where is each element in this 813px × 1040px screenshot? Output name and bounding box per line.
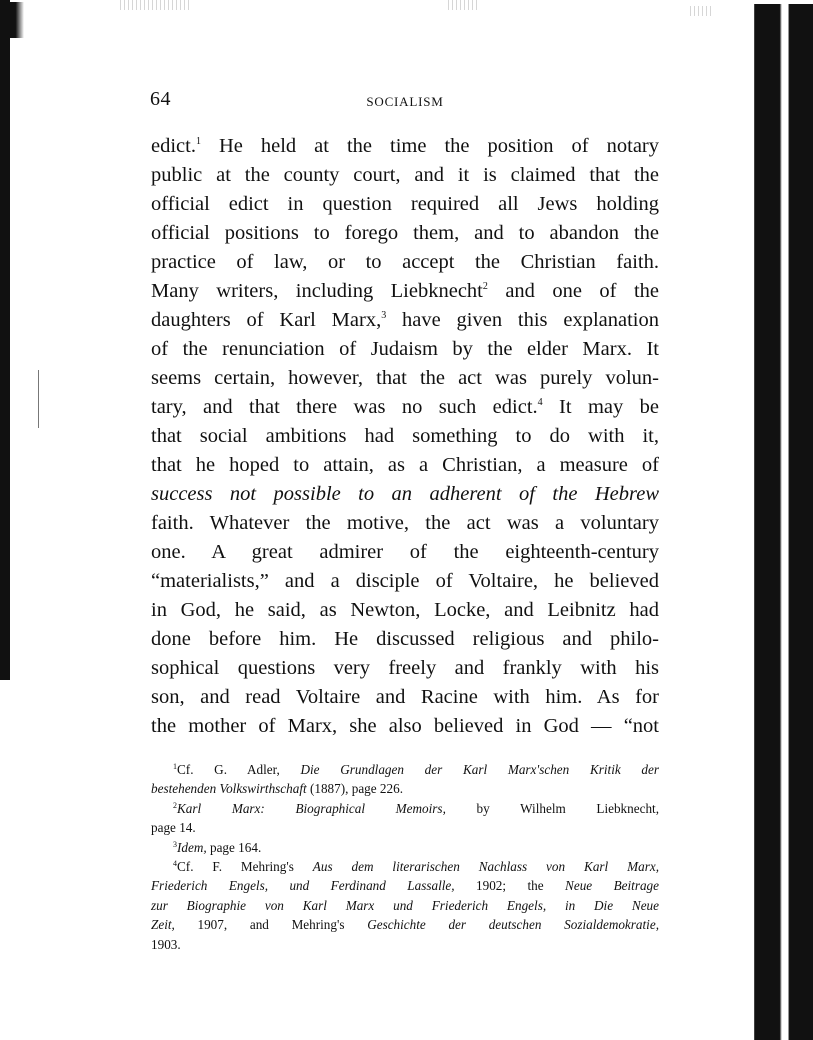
text-line: practice of law, or to accept the Christian faith. [151, 251, 659, 273]
body-paragraph [151, 132, 659, 741]
text-line: faith. Whatever the motive, the act was a voluntary [151, 512, 659, 534]
page-number: 64 [150, 88, 171, 110]
scan-edge-right [739, 4, 813, 1040]
text-line: official positions to forego them, and to abandon the [151, 222, 659, 244]
text-line: edict.$^1$ He held at the time the position of notary [151, 135, 659, 157]
text-line: tary, and that there was no such edict.$^4$ It may be [151, 396, 659, 418]
footnote-ref[interactable]: 1 [195, 136, 201, 147]
footnote-3: $^3$Idem, page 164. [173, 839, 262, 855]
text-line: daughters of Karl Marx,$^3$ have given this explanation [151, 309, 659, 331]
text-line: one. A great admirer of the eighteenth-century [151, 541, 659, 563]
margin-mark [38, 370, 39, 428]
footnote-ref[interactable]: 3 [381, 310, 387, 321]
text-line: son, and read Voltaire and Racine with him. As for [151, 686, 659, 708]
footnotes [151, 760, 659, 954]
footnote-ref[interactable]: 4 [537, 397, 543, 408]
running-title: SOCIALISM [366, 94, 444, 109]
scan-speck [448, 0, 480, 10]
footnote-4: $^4$Cf. F. Mehring's Aus dem literarischen Nachlass von Karl Marx, Friederich Engels, und Ferdinand Lassalle, 1902; the Neue Beitrage zur Biographie von Karl Marx und Friederich Engels, in Die Neue Zeit, 1907, and Mehring's Geschichte der deutschen Sozialdemokratie, 1903. [151, 859, 660, 952]
text-line: in God, he said, as Newton, Locke, and Leibnitz had [151, 599, 659, 621]
footnote-2: $^2$Karl Marx: Biographical Memoirs, by Wilhelm Liebknecht, page 14. [151, 800, 659, 836]
scan-speck [690, 6, 712, 16]
text-line: of the renunciation of Judaism by the elder Marx. It [151, 338, 659, 360]
scan-edge-left-mark [10, 2, 24, 38]
text-line: that social ambitions had something to do with it, [151, 425, 659, 447]
text-line: official edict in question required all Jews holding [151, 193, 659, 215]
text-line: “materialists,” and a disciple of Voltaire, he believed [151, 570, 659, 592]
text-line: success not possible to an adherent of the Hebrew [151, 483, 659, 505]
text-line: that he hoped to attain, as a Christian, a measure of [151, 454, 659, 476]
footnote-ref[interactable]: 2 [482, 281, 488, 292]
text-line: Many writers, including Liebknecht$^2$ and one of the [151, 280, 659, 302]
text-line: public at the county court, and it is claimed that the [151, 164, 659, 186]
footnote-mark: 2 [173, 800, 177, 810]
text-line: done before him. He discussed religious and philo- [151, 628, 659, 650]
footnote-mark: 3 [173, 839, 177, 849]
scan-edge-left [0, 0, 10, 680]
footnote-mark: 1 [173, 762, 177, 771]
footnote-mark: 4 [173, 859, 177, 869]
text-line: sophical questions very freely and frankly with his [151, 657, 659, 679]
scan-speck [120, 0, 190, 10]
footnote-1: $^1$Cf. G. Adler, Die Grundlagen der Karl Marx'schen Kritik der bestehenden Volkswirthschaft (1887), page 226. [151, 762, 659, 797]
running-head [150, 88, 660, 114]
text-line: seems certain, however, that the act was purely volun- [151, 367, 659, 389]
text-line: the mother of Marx, she also believed in God — “not [151, 715, 659, 737]
